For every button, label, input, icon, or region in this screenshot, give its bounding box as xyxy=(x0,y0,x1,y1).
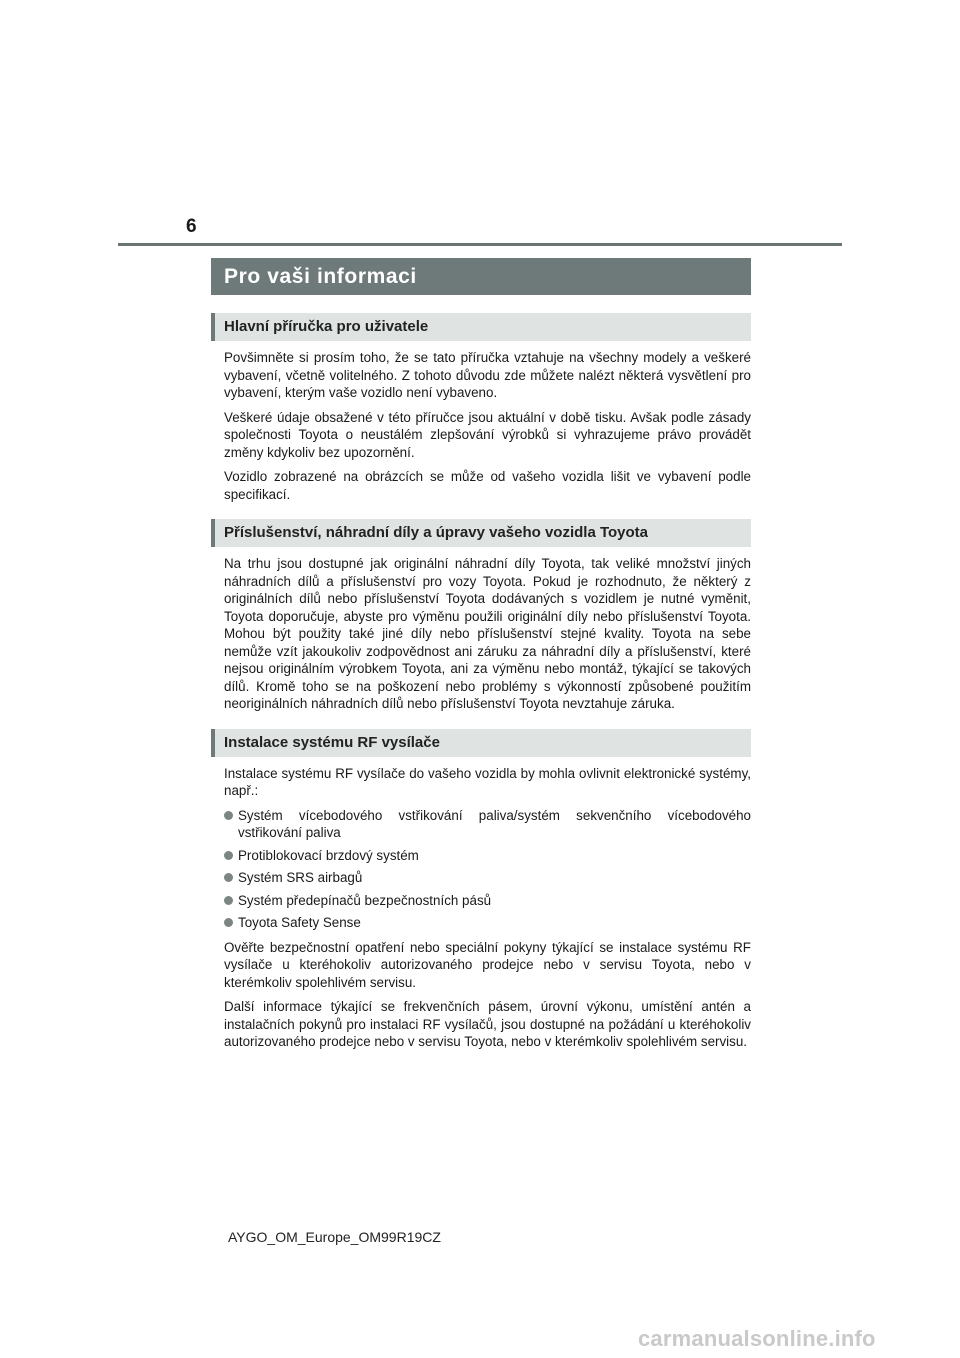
page-content xyxy=(211,258,751,1058)
header-rule xyxy=(118,243,842,246)
page-title: Pro vaši informaci xyxy=(211,258,751,295)
list-item-text: Systém vícebodového vstřikování paliva/systém sekvenčního vícebodového vstřikování paliva xyxy=(238,807,751,840)
list-item xyxy=(224,914,751,932)
bullet-icon xyxy=(224,896,233,905)
section-body-user-manual xyxy=(211,349,751,503)
list-item-text: Systém předepínačů bezpečnostních pásů xyxy=(238,892,492,908)
paragraph: Vozidlo zobrazené na obrázcích se může od vašeho vozidla lišit ve vybavení podle specifikací. xyxy=(224,469,751,502)
page-number: 6 xyxy=(186,216,197,237)
paragraph: Další informace týkající se frekvenčních pásem, úrovní výkonu, umístění antén a instalačních pokynů pro instalaci RF vysílačů, jsou dostupné na požádání u kteréhokoliv autorizovaného prodejce nebo v servisu Toyota, nebo v kterémkoliv spolehlivém servisu. xyxy=(224,999,751,1049)
list-item-text: Toyota Safety Sense xyxy=(238,915,361,930)
bullet-icon xyxy=(224,873,233,882)
list-item xyxy=(224,892,751,910)
bullet-icon xyxy=(224,851,233,860)
list-item-text: Systém SRS airbagů xyxy=(238,870,363,885)
bullet-icon xyxy=(224,811,233,820)
paragraph: Ověřte bezpečnostní opatření nebo speciální pokyny týkající se instalace systému RF vysílače u kteréhokoliv autorizovaného prodejce nebo v servisu Toyota, nebo v kterémkoliv spolehlivém servisu. xyxy=(224,939,751,990)
list-item-text: Protiblokovací brzdový systém xyxy=(238,847,419,863)
section-heading-rf-transmitter: Instalace systému RF vysílače xyxy=(211,729,751,757)
section-heading-accessories: Příslušenství, náhradní díly a úpravy vašeho vozidla Toyota xyxy=(211,519,751,547)
list-item xyxy=(224,869,751,887)
list-item xyxy=(224,807,751,842)
bullet-icon xyxy=(224,918,233,927)
list-item xyxy=(224,847,751,865)
watermark: carmanualsonline.info xyxy=(638,1326,876,1351)
section-heading-user-manual: Hlavní příručka pro uživatele xyxy=(211,313,751,341)
paragraph: Instalace systému RF vysílače do vašeho vozidla by mohla ovlivnit elektronické systémy, např.: xyxy=(224,765,751,798)
paragraph: Na trhu jsou dostupné jak originální náhradní díly Toyota, tak veliké množství jiných náhradních dílů a příslušenství pro vozy Toyota. Pokud je rozhodnuto, že některý z originálních dílů nebo příslušenství Toyota dodávaných s vozidlem je nutné vyměnit, Toyota doporučuje, abyste pro výměnu použili originální díly nebo příslušenství Toyota. Mohou být použity také jiné díly nebo příslušenství stejné kvality. Toyota na sebe nemůže vzít jakoukoliv zodpovědnost ani záruku za náhradní díly a příslušenství, které nejsou originálním výrobkem Toyota, ani za výměnu nebo montáž, týkající se takových dílů. Kromě toho se na poškození nebo problémy s výkonností způsobené použitím neoriginálních náhradních dílů nebo příslušenství Toyota nevztahuje záruka. xyxy=(224,556,751,711)
bullet-list xyxy=(224,807,751,932)
paragraph: Veškeré údaje obsažené v této příručce jsou aktuální v době tisku. Avšak podle zásady společnosti Toyota o neustálém zlepšování výrobků si vyhrazujeme právo provádět změny kdykoliv bez upozornění. xyxy=(224,409,751,460)
paragraph: Povšimněte si prosím toho, že se tato příručka vztahuje na všechny modely a veškeré vybavení, včetně volitelného. Z tohoto důvodu zde můžete nalézt některá vysvětlení pro vybavení, kterým vaše vozidlo není vybaveno. xyxy=(224,350,751,400)
section-body-accessories xyxy=(211,555,751,713)
document-code: AYGO_OM_Europe_OM99R19CZ xyxy=(228,1229,441,1245)
section-body-rf-transmitter xyxy=(211,765,751,1051)
